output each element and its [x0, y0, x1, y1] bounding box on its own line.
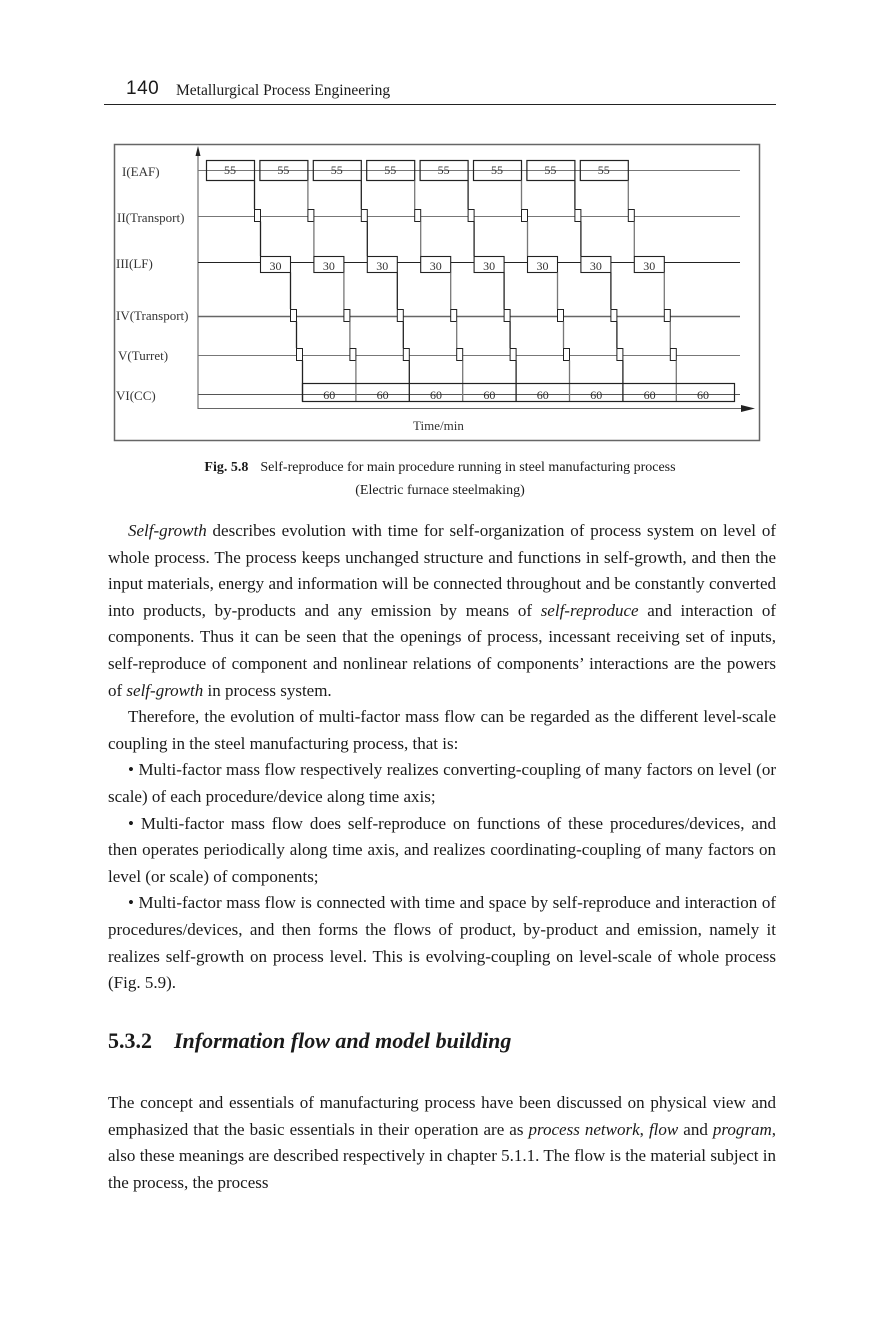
cc-duration: 60: [643, 388, 656, 402]
caption-line-1: Self-reproduce for main procedure running in steel manufacturing process: [260, 460, 676, 475]
eaf-duration: 55: [330, 163, 343, 177]
lf-duration: 30: [643, 259, 656, 273]
eaf-duration: 55: [437, 163, 450, 177]
eaf-duration: 55: [277, 163, 290, 177]
cc-duration: 60: [697, 388, 709, 402]
lf-duration: 30: [376, 259, 389, 273]
row-label-transport-2: II(Transport): [117, 210, 185, 225]
cc-duration: 60: [430, 388, 442, 402]
section-title: Information flow and model building: [174, 1028, 512, 1053]
figure-caption: [104, 456, 776, 502]
procedure-cycles: [207, 161, 710, 403]
row-label-eaf: I(EAF): [122, 164, 160, 179]
section-heading: [108, 1028, 511, 1054]
eaf-duration: 55: [597, 163, 610, 177]
body-text: [108, 518, 776, 997]
cc-duration: 60: [323, 388, 336, 402]
body-text-section: [108, 1090, 776, 1196]
eaf-duration: 55: [384, 163, 397, 177]
lf-duration: 30: [322, 259, 335, 273]
eaf-duration: 55: [491, 163, 503, 177]
row-label-turret: V(Turret): [118, 348, 169, 363]
paragraph-self-growth: Self-growth describes evolution with time for self-organization of process system on level of whole process. The process keeps unchanged structure and functions in self-growth, and then the input materials, energy and information will be connected throughout and be constantly converted into products, by-products and any emission by means of self-reproduce and interaction of components. Thus it can be seen that the openings of process, incessant receiving set of inputs, self-reproduce of component and nonlinear relations of components’ interactions are the powers of self-growth in process system.: [108, 521, 776, 700]
eaf-duration: 55: [224, 163, 236, 177]
paragraph-concept: The concept and essentials of manufacturing process have been discussed on physical view and emphasized that the basic essentials in their operation are as process network, flow and program, also these meanings are described respectively in chapter 5.1.1. The flow is the material subject in the process, the process: [108, 1093, 777, 1192]
lf-duration: 30: [269, 259, 282, 273]
bullet-item: • Multi-factor mass flow does self-reproduce on functions of these procedures/devices, and then operates periodically along time axis, and realizes coordinating-coupling of many factors on level (or scale) of components;: [108, 813, 776, 886]
cc-strip: [303, 384, 735, 402]
caption-line-2: (Electric furnace steelmaking): [355, 483, 525, 498]
cc-duration: 60: [483, 388, 496, 402]
eaf-duration: 55: [544, 163, 557, 177]
row-label-cc: VI(CC): [116, 388, 156, 403]
bullet-item: • Multi-factor mass flow is connected with time and space by self-reproduce and interaction of procedures/devices, and then forms the flows of product, by-product and emission, namely it realizes self-growth on process level. This is evolving-coupling on level-scale of whole process (Fig. 5.9).: [108, 893, 776, 993]
cc-duration: 60: [536, 388, 549, 402]
figure-5-8-diagram: [0, 0, 879, 450]
lf-duration: 30: [429, 259, 442, 273]
book-title: Metallurgical Process Engineering: [176, 82, 391, 99]
figure-label: Fig. 5.8: [204, 460, 249, 475]
lf-duration: 30: [536, 259, 549, 273]
lf-duration: 30: [589, 259, 602, 273]
x-axis-label: Time/min: [413, 418, 464, 433]
row-label-transport-4: IV(Transport): [116, 308, 189, 323]
page-number: 140: [126, 78, 160, 99]
x-axis-arrow-icon: [741, 405, 755, 412]
paragraph-therefore: Therefore, the evolution of multi-factor mass flow can be regarded as the different level-scale coupling in the steel manufacturing process, that is:: [108, 707, 776, 753]
cc-duration: 60: [376, 388, 389, 402]
y-axis-arrow-icon: [196, 146, 201, 156]
cc-duration: 60: [590, 388, 603, 402]
section-number: 5.3.2: [108, 1028, 152, 1053]
row-label-lf: III(LF): [116, 256, 153, 271]
lf-duration: 30: [483, 259, 496, 273]
bullet-item: • Multi-factor mass flow respectively realizes converting-coupling of many factors on level (or scale) of each procedure/device along time axis;: [108, 760, 776, 806]
